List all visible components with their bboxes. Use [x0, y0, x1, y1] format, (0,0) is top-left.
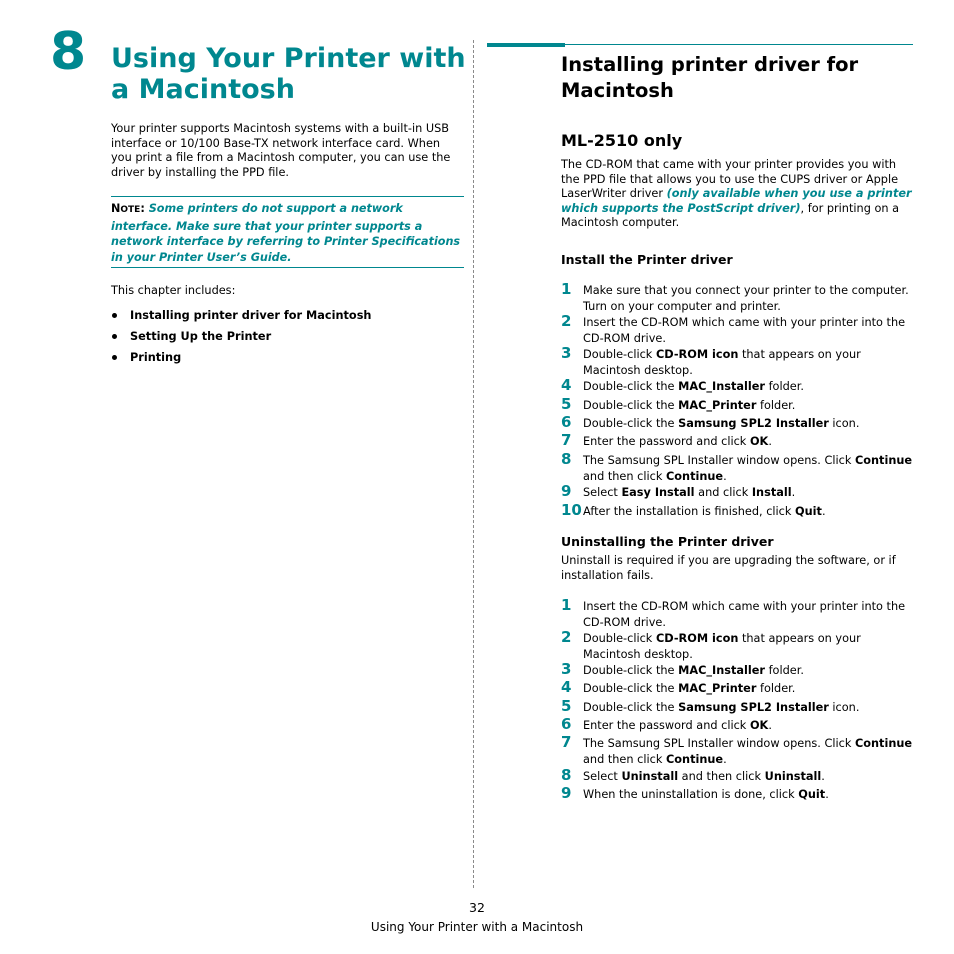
step: 6 Enter the password and click OK.: [561, 715, 772, 733]
note-box: [111, 196, 464, 268]
section-subtitle: ML-2510 only: [561, 131, 683, 150]
section-title: Installing printer driver for Macintosh: [561, 53, 859, 102]
step: 1 Insert the CD-ROM which came with your printer into the CD-ROM drive.: [561, 596, 906, 629]
step: 8 The Samsung SPL Installer window opens. Click Continue and then click Continue.: [561, 450, 913, 483]
step: 2 Insert the CD-ROM which came with your printer into the CD-ROM drive.: [561, 312, 906, 345]
step: 7 Enter the password and click OK.: [561, 431, 772, 449]
page-number: 32: [469, 900, 485, 915]
step: 4 Double-click the MAC_Installer folder.: [561, 376, 804, 394]
install-steps: [561, 280, 916, 522]
step: 3 Double-click the MAC_Installer folder.: [561, 660, 804, 678]
step: 7 The Samsung SPL Installer window opens. Click Continue and then click Continue.: [561, 733, 913, 766]
list-item: Printing: [111, 347, 371, 368]
column-divider: [473, 40, 474, 888]
page-footer: Using Your Printer with a Macintosh: [370, 920, 584, 934]
step: 10 After the installation is finished, click Quit.: [561, 501, 826, 519]
uninstall-steps: [561, 596, 916, 805]
chapter-intro: Your printer supports Macintosh systems with a built-in USB interface or 10/100 Base-TX network interface card. When you print a file from a Macintosh computer, you can use the driver by installing the PPD file.: [111, 122, 451, 180]
install-heading: Install the Printer driver: [561, 252, 733, 267]
note-body: Some printers do not support a network interface. Make sure that your printer supports a network interface by referring to Printer Specifications in your Printer User’s Guide.: [111, 202, 461, 264]
note-label: NOTE:: [111, 202, 145, 215]
step: 6 Double-click the Samsung SPL2 Installer icon.: [561, 413, 860, 431]
list-item: Installing printer driver for Macintosh: [111, 305, 371, 326]
chapter-number: 8: [50, 22, 87, 82]
includes-label: This chapter includes:: [111, 284, 236, 297]
step: 4 Double-click the MAC_Printer folder.: [561, 678, 796, 696]
section-intro-highlight: (only available when you use a printer which supports the PostScript driver): [561, 187, 912, 215]
chapter-title: Using Your Printer with a Macintosh: [111, 43, 466, 105]
uninstall-intro: Uninstall is required if you are upgrading the software, or if installation fails.: [561, 554, 896, 582]
step: 8 Select Uninstall and then click Uninstall.: [561, 766, 825, 784]
step: 3 Double-click CD-ROM icon that appears on your Macintosh desktop.: [561, 344, 861, 377]
chapter-contents-list: [111, 305, 371, 368]
note-text: [111, 201, 464, 265]
section-rule-accent: [487, 43, 565, 47]
section-intro: The CD-ROM that came with your printer provides you with the PPD file that allows you to use the CUPS driver or Apple LaserWriter driver (only available when you use a printer which supports the PostScript driver), for printing on a Macintosh computer.: [561, 158, 912, 229]
uninstall-heading: Uninstalling the Printer driver: [561, 534, 774, 549]
step: 5 Double-click the Samsung SPL2 Installer icon.: [561, 697, 860, 715]
step: 5 Double-click the MAC_Printer folder.: [561, 395, 796, 413]
step: 9 Select Easy Install and click Install.: [561, 482, 796, 500]
step: 9 When the uninstallation is done, click Quit.: [561, 784, 829, 802]
list-item: Setting Up the Printer: [111, 326, 371, 347]
step: 1 Make sure that you connect your printer to the computer. Turn on your computer and printer.: [561, 280, 909, 313]
step: 2 Double-click CD-ROM icon that appears on your Macintosh desktop.: [561, 628, 861, 661]
